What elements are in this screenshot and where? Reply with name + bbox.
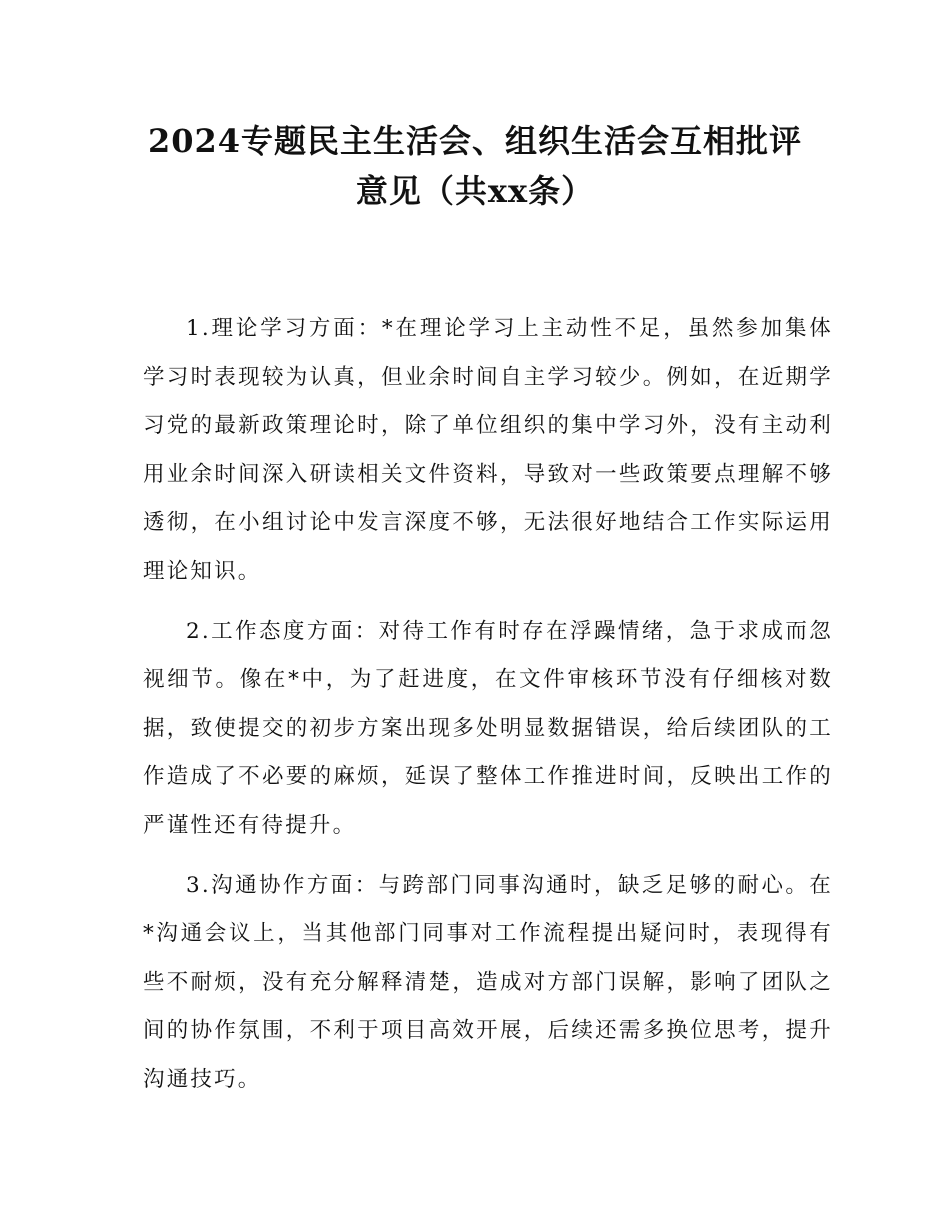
title-line-1: 2024专题民主生活会、组织生活会互相批评 xyxy=(147,122,803,160)
paragraph-communication: 3.沟通协作方面：与跨部门同事沟通时，缺乏足够的耐心。在*沟通会议上，当其他部门同事对工作流程提出疑问时，表现得有些不耐烦，没有充分解释清楚，造成对方部门误解，影响了团队之间的协作氛围，不利于项目高效开展，后续还需多换位思考，提升沟通技巧。 xyxy=(143,872,833,1092)
paragraph-theory-study: 1.理论学习方面：*在理论学习上主动性不足，虽然参加集体学习时表现较为认真，但业余时间自主学习较少。例如，在近期学习党的最新政策理论时，除了单位组织的集中学习外，没有主动利用业余时间深入研读相关文件资料，导致对一些政策要点理解不够透彻，在小组讨论中发言深度不够，无法很好地结合工作实际运用理论知识。 xyxy=(143,316,833,584)
document-body xyxy=(143,305,833,1116)
document-title xyxy=(120,116,830,216)
paragraph-work-attitude: 2.工作态度方面：对待工作有时存在浮躁情绪，急于求成而忽视细节。像在*中，为了赶进度，在文件审核环节没有仔细核对数据，致使提交的初步方案出现多处明显数据错误，给后续团队的工作造成了不必要的麻烦，延误了整体工作推进时间，反映出工作的严谨性还有待提升。 xyxy=(143,618,833,838)
title-line-2: 意见（共xx条） xyxy=(355,172,595,210)
